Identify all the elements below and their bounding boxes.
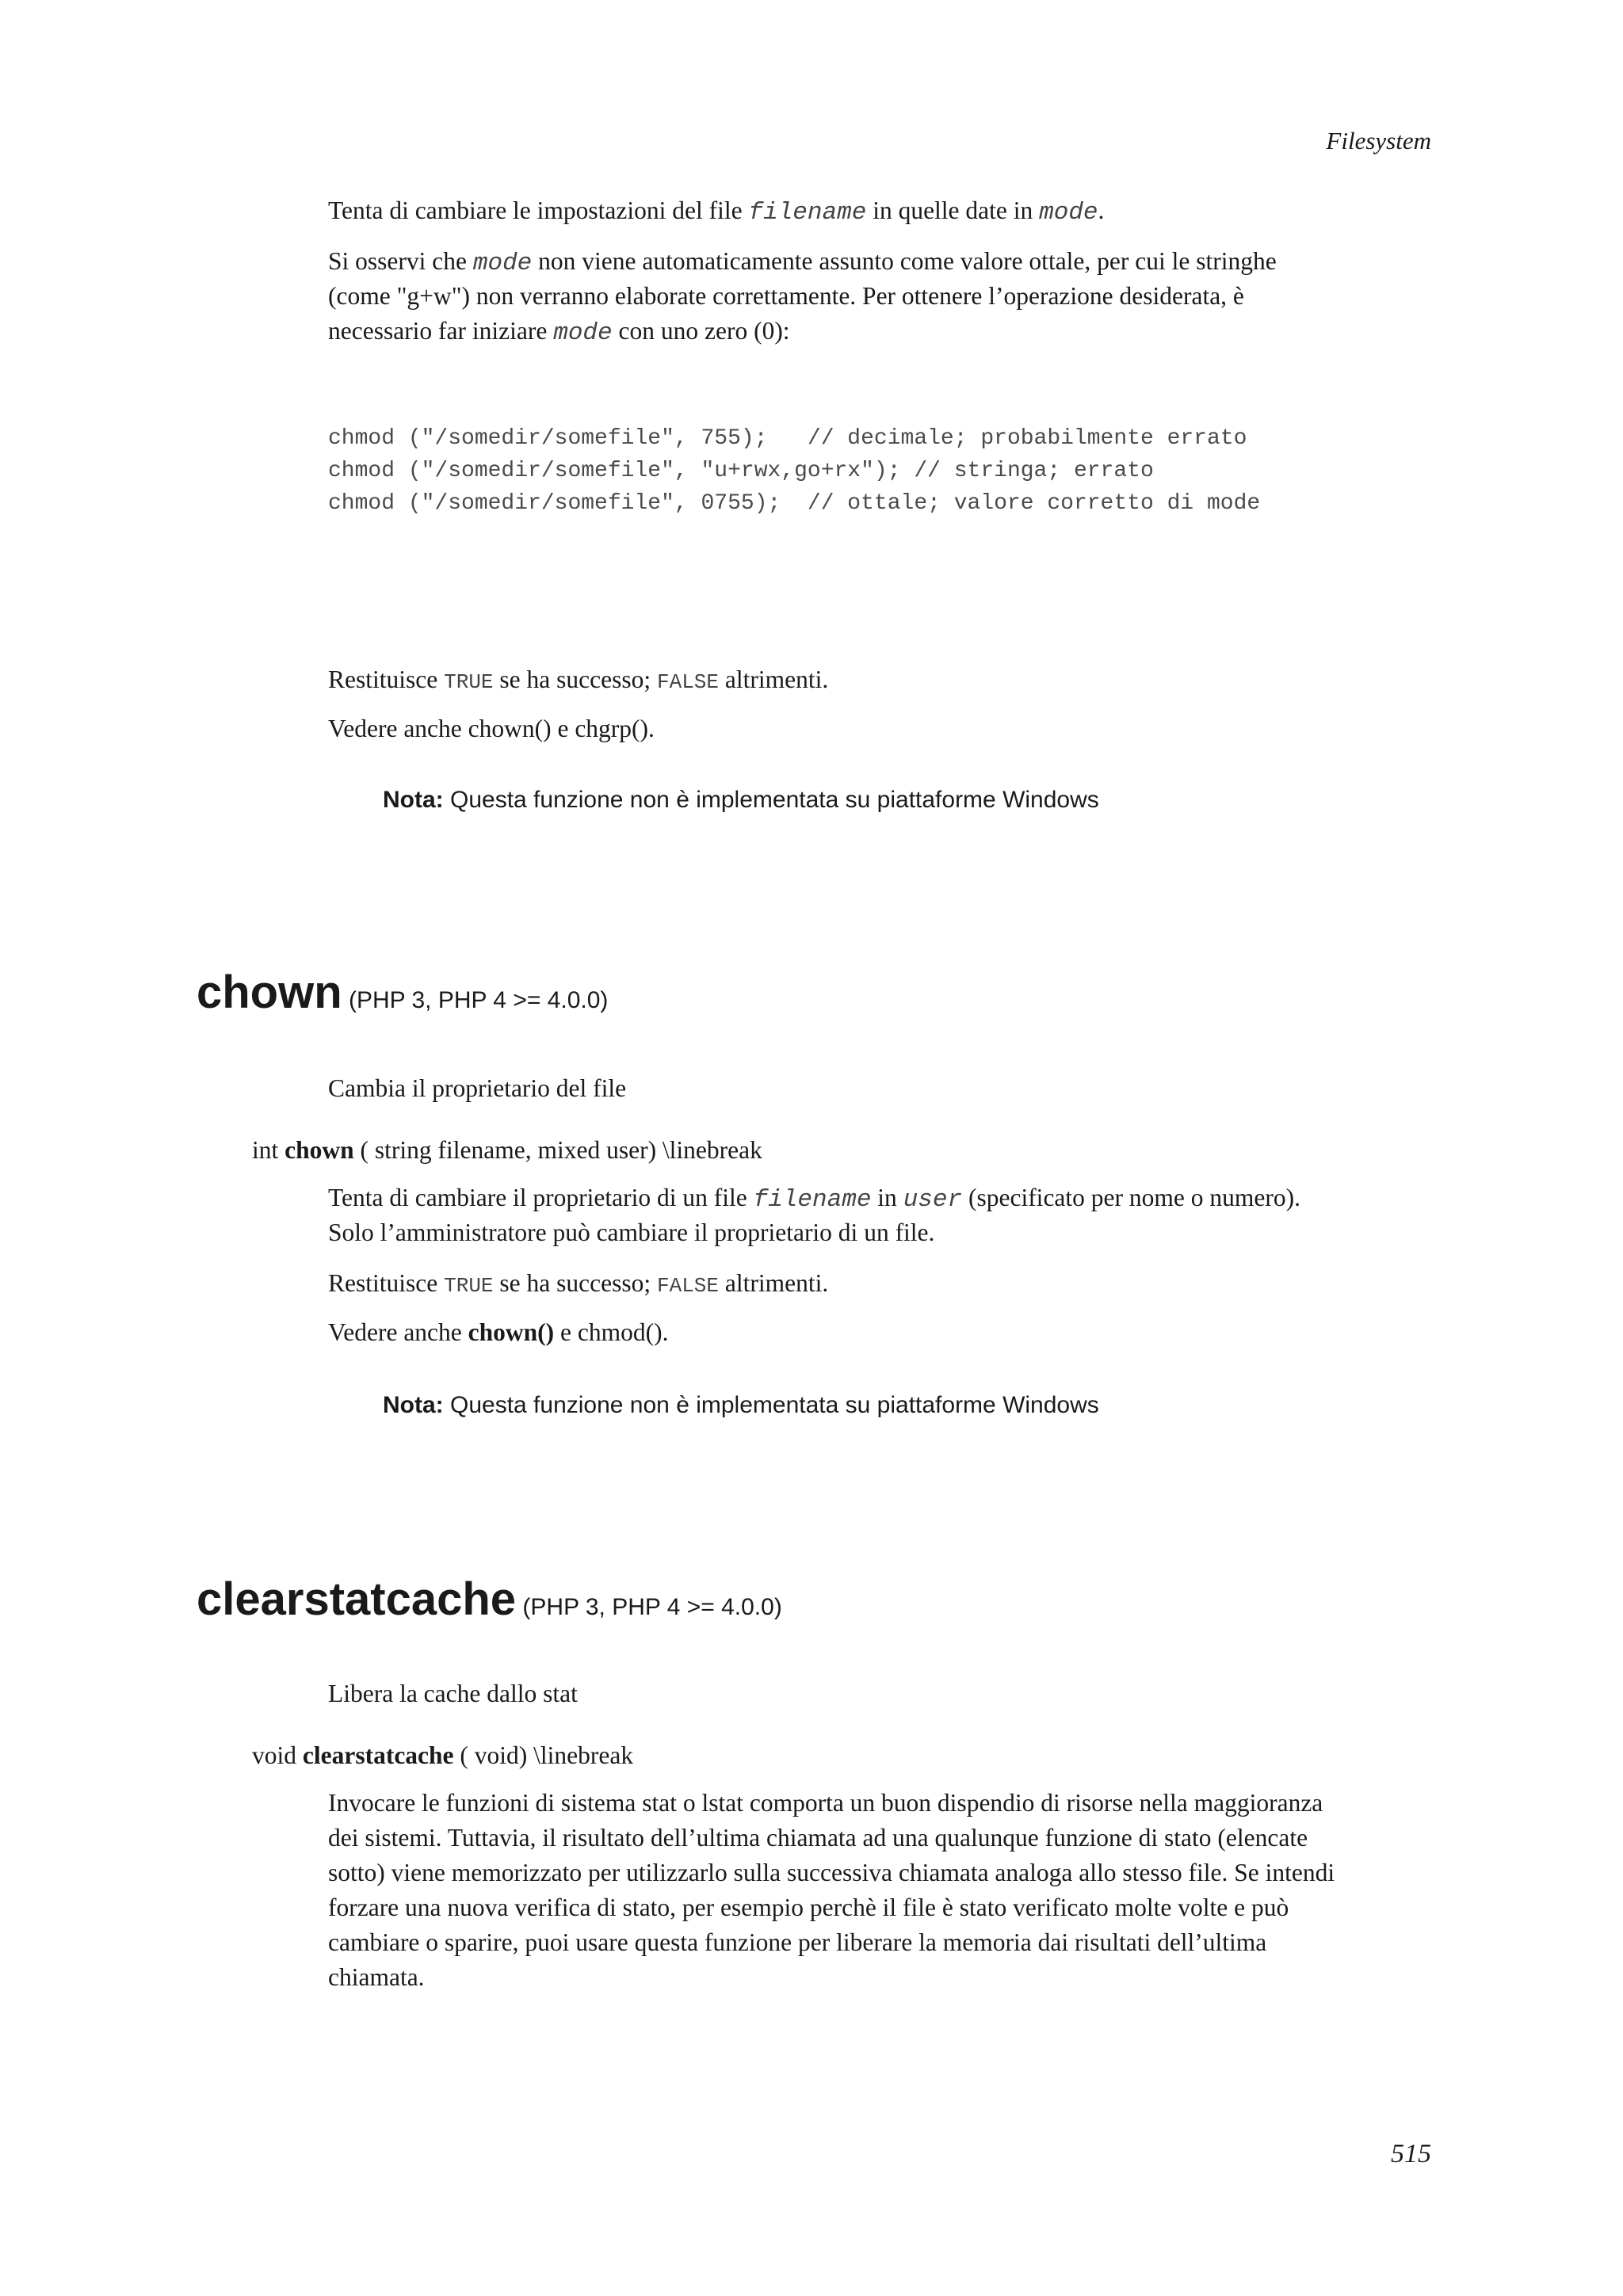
clearstatcache-description-line-1: Invocare le funzioni di sistema stat o lstat comporta un buon dispendio di risorse nella maggioranza — [328, 1789, 1323, 1817]
text-run: altrimenti. — [719, 666, 829, 693]
chown-description-line-1 — [328, 1180, 1300, 1218]
parameter-user: user — [903, 1186, 963, 1214]
text-run: in — [871, 1184, 903, 1211]
chmod-note-line-2: (come "g+w") non verranno elaborate correttamente. Per ottenere l’operazione desiderata, è — [328, 282, 1244, 310]
page-number: 515 — [1391, 2139, 1431, 2168]
parameter-mode: mode — [472, 250, 533, 277]
chown-description-line-2: Solo l’amministratore può cambiare il proprietario di un file. — [328, 1219, 935, 1246]
note-text: Questa funzione non è implementata su piattaforme Windows — [443, 787, 1099, 813]
text-run: (specificato per nome o numero). — [962, 1184, 1300, 1211]
chown-heading — [197, 965, 608, 1028]
constant-false: FALSE — [656, 670, 719, 694]
function-name: chown — [285, 1136, 354, 1164]
parameter-list: ( string filename, mixed user) \linebreak — [353, 1136, 762, 1164]
parameter-filename: filename — [753, 1186, 872, 1214]
chmod-windows-note — [383, 784, 1099, 816]
text-run: in quelle date in — [866, 196, 1040, 224]
chown-signature — [252, 1133, 762, 1168]
function-reference: chown() — [468, 1318, 555, 1346]
text-run: non viene automaticamente assunto come valore ottale, per cui le stringhe — [532, 247, 1277, 275]
chown-windows-note — [383, 1390, 1099, 1421]
constant-true: TRUE — [444, 670, 494, 694]
parameter-mode: mode — [553, 319, 613, 347]
chmod-note-line-1 — [328, 244, 1277, 281]
chmod-description — [328, 193, 1104, 231]
note-label: Nota: — [383, 1392, 444, 1418]
chown-see-also — [328, 1315, 668, 1350]
text-run: Tenta di cambiare il proprietario di un file — [328, 1184, 754, 1211]
text-run: necessario far iniziare — [328, 317, 554, 345]
return-type: int — [252, 1136, 285, 1164]
text-run: Restituisce — [328, 1269, 445, 1297]
text-run: con uno zero (0): — [612, 317, 790, 345]
clearstatcache-heading — [197, 1572, 782, 1635]
parameter-filename: filename — [748, 199, 867, 227]
parameter-mode: mode — [1039, 199, 1098, 227]
chmod-return-value — [328, 662, 828, 700]
chown-return-value — [328, 1266, 828, 1303]
return-type: void — [252, 1741, 303, 1769]
clearstatcache-description-line-6: chiamata. — [328, 1963, 425, 1991]
version-info: (PHP 3, PHP 4 >= 4.0.0) — [342, 987, 609, 1013]
text-run: e chmod(). — [554, 1318, 669, 1346]
text-run: Restituisce — [328, 666, 445, 693]
code-line: chmod ("/somedir/somefile", 755); // decimale; probabilmente errato — [328, 426, 1247, 451]
text-run: se ha successo; — [493, 666, 657, 693]
constant-false: FALSE — [656, 1274, 719, 1298]
clearstatcache-description-line-3: sotto) viene memorizzato per utilizzarlo sulla successiva chiamata analoga allo stesso file. Se intendi — [328, 1859, 1335, 1886]
note-label: Nota: — [383, 787, 444, 813]
clearstatcache-description-line-2: dei sistemi. Tuttavia, il risultato dell’ultima chiamata ad una qualunque funzione di stato (elencate — [328, 1824, 1308, 1852]
constant-true: TRUE — [444, 1274, 494, 1298]
clearstatcache-description-line-4: forzare una nuova verifica di stato, per esempio perchè il file è stato verificato molte volte e può — [328, 1894, 1289, 1921]
function-name: clearstatcache — [302, 1741, 454, 1769]
text-run: altrimenti. — [719, 1269, 829, 1297]
text-run: Vedere anche — [328, 1318, 468, 1346]
chown-purpose: Cambia il proprietario del file — [328, 1074, 627, 1102]
clearstatcache-description-line-5: cambiare o sparire, puoi usare questa funzione per liberare la memoria dai risultati dell’ultima — [328, 1928, 1267, 1956]
chmod-note-line-3 — [328, 314, 790, 351]
version-info: (PHP 3, PHP 4 >= 4.0.0) — [516, 1594, 782, 1620]
text-run: . — [1098, 196, 1105, 224]
code-example — [328, 422, 1260, 520]
parameter-list: ( void) \linebreak — [453, 1741, 634, 1769]
function-name: clearstatcache — [197, 1573, 517, 1625]
text-run: se ha successo; — [493, 1269, 657, 1297]
code-line: chmod ("/somedir/somefile", 0755); // ottale; valore corretto di mode — [328, 491, 1261, 516]
code-line: chmod ("/somedir/somefile", "u+rwx,go+rx"); // stringa; errato — [328, 459, 1154, 483]
running-header: Filesystem — [1326, 127, 1431, 154]
text-run: Tenta di cambiare le impostazioni del file — [328, 196, 749, 224]
clearstatcache-signature — [252, 1738, 633, 1773]
chmod-see-also: Vedere anche chown() e chgrp(). — [328, 715, 655, 742]
note-text: Questa funzione non è implementata su piattaforme Windows — [443, 1392, 1099, 1418]
clearstatcache-purpose: Libera la cache dallo stat — [328, 1680, 578, 1707]
text-run: Si osservi che — [328, 247, 473, 275]
function-name: chown — [197, 967, 342, 1018]
